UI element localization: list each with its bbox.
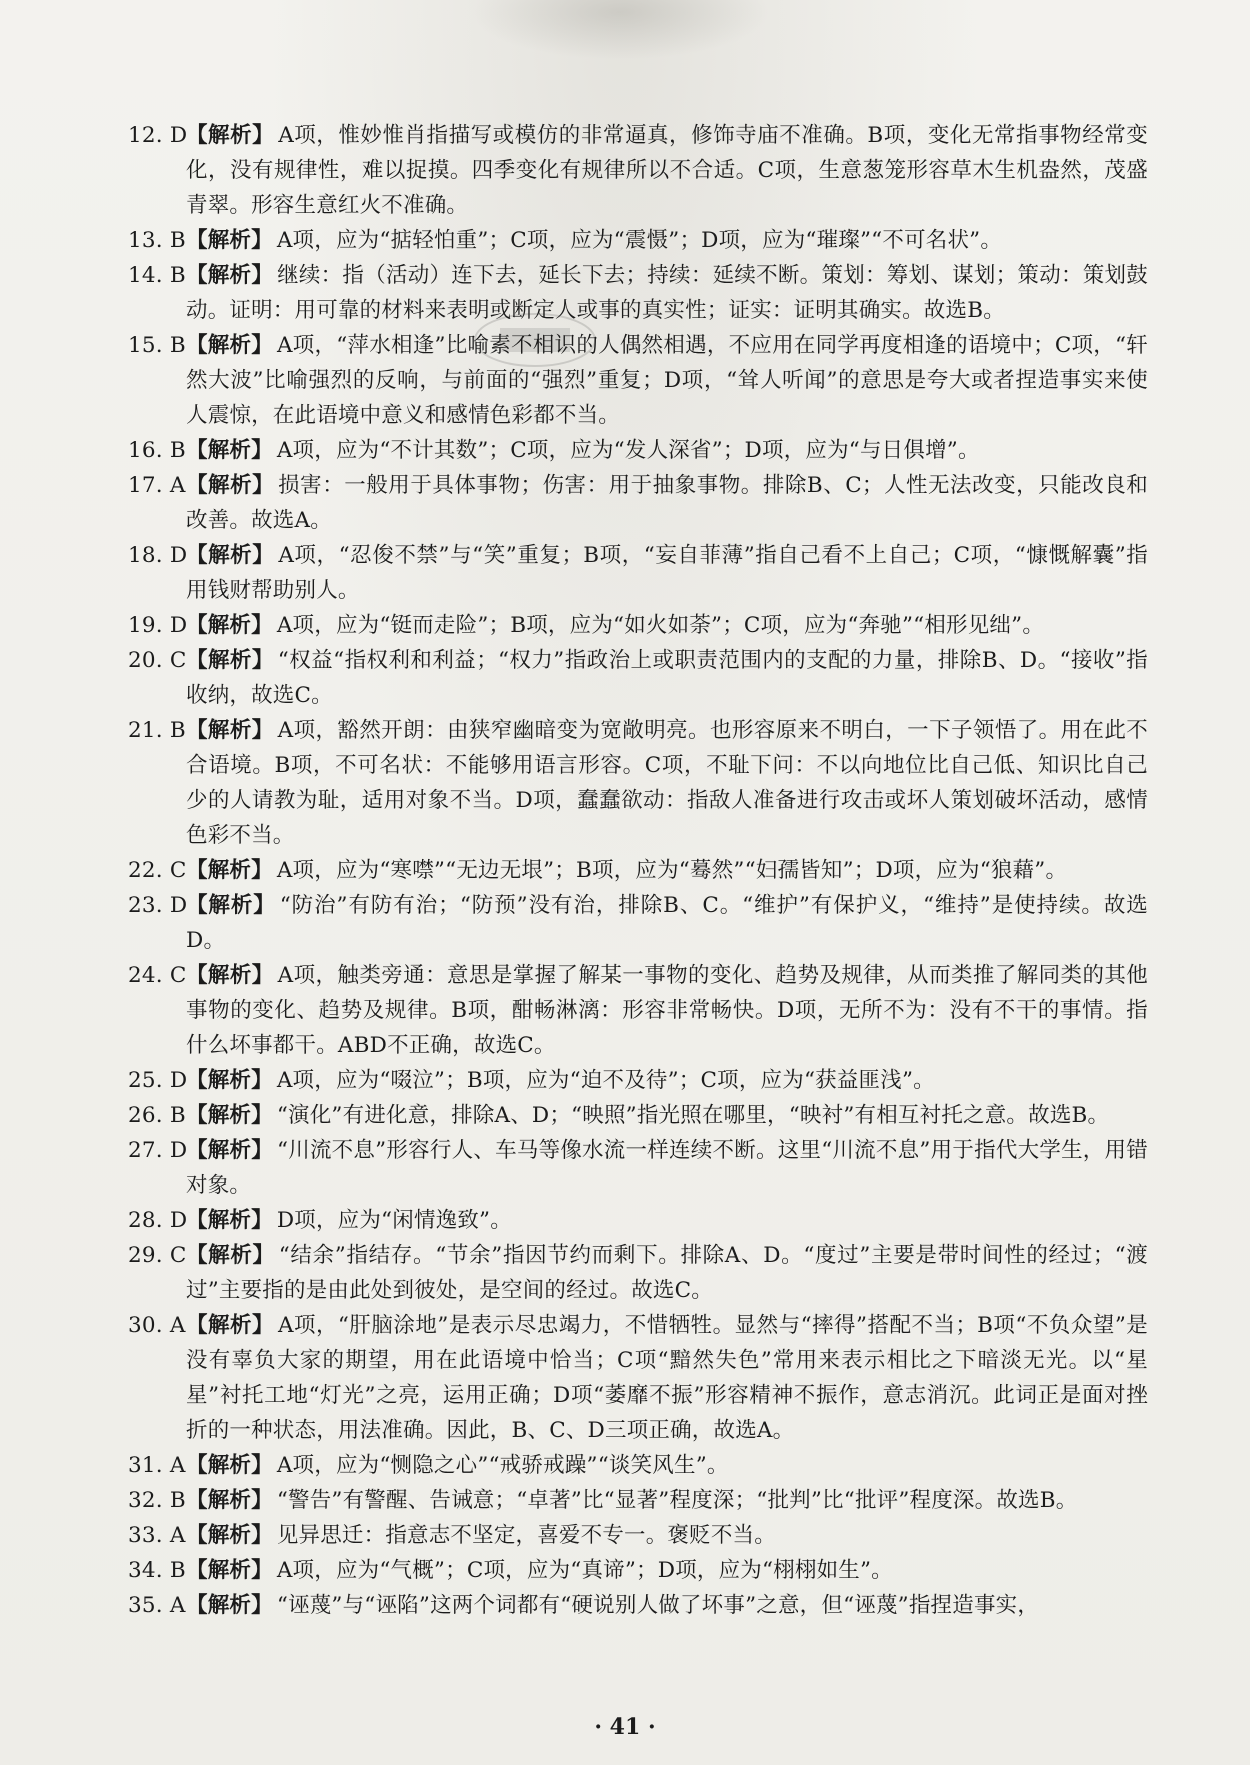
- explanation-item: [128, 608, 1148, 643]
- explanation-body: [186, 1483, 1148, 1518]
- explanation-text: A项，应为“不计其数”；C项，应为“发人深省”；D项，应为“与日俱增”。: [276, 438, 980, 463]
- explanation-body: [186, 958, 1148, 1063]
- answer-explanations: [128, 118, 1148, 1623]
- analysis-tag: 【解析】: [186, 858, 273, 883]
- question-answer: 33. A: [128, 1523, 186, 1548]
- question-answer: 18. D: [128, 543, 188, 568]
- explanation-text: 损害：一般用于具体事物；伤害：用于抽象事物。排除B、C；人性无法改变，只能改良和改善。故选A。: [186, 473, 1148, 533]
- explanation-body: [186, 1448, 1148, 1483]
- page-number: · 41 ·: [594, 1714, 656, 1740]
- question-answer: 13. B: [128, 228, 186, 253]
- explanation-text: 见异思迁：指意志不坚定，喜爱不专一。褒贬不当。: [276, 1523, 776, 1548]
- question-answer: 15. B: [128, 333, 186, 358]
- explanation-item: [128, 538, 1148, 608]
- question-answer: 21. B: [128, 718, 186, 743]
- question-answer: 35. A: [128, 1593, 186, 1618]
- question-answer: 23. D: [128, 893, 188, 918]
- question-answer: 29. C: [128, 1243, 187, 1268]
- question-answer: 19. D: [128, 613, 188, 638]
- analysis-tag: 【解析】: [186, 263, 274, 288]
- question-answer: 30. A: [128, 1313, 186, 1338]
- explanation-body: [186, 1133, 1148, 1203]
- explanation-text: A项，触类旁通：意思是掌握了解某一事物的变化、趋势及规律，从而类推了解同类的其他事物的变化、趋势及规律。B项，酣畅淋漓：形容非常畅快。D项，无所不为：没有不干的事情。指什么坏事都干。ABD不正确，故选C。: [186, 963, 1148, 1058]
- analysis-tag: 【解析】: [186, 1593, 273, 1618]
- explanation-body: [186, 713, 1148, 853]
- explanation-body: [186, 328, 1148, 433]
- explanation-text: A项，豁然开朗：由狭窄幽暗变为宽敞明亮。也形容原来不明白，一下子领悟了。用在此不合语境。B项，不可名状：不能够用语言形容。C项，不耻下问：不以向地位比自己低、知识比自己少的人请教为耻，适用对象不当。D项，蠢蠢欲动：指敌人准备进行攻击或坏人策划破坏活动，感情色彩不当。: [186, 718, 1148, 848]
- question-answer: 27. D: [128, 1138, 188, 1163]
- explanation-item: [128, 1553, 1148, 1588]
- explanation-item: [128, 958, 1148, 1063]
- explanation-text: A项，应为“铤而走险”；B项，应为“如火如荼”；C项，应为“奔驰”“相形见绌”。: [276, 613, 1045, 638]
- explanation-body: [186, 433, 1148, 468]
- question-answer: 32. B: [128, 1488, 186, 1513]
- explanation-body: [186, 1588, 1148, 1623]
- explanation-text: 继续：指（活动）连下去，延长下去；持续：延续不断。策划：筹划、谋划；策动：策划鼓动。证明：用可靠的材料来表明或断定人或事的真实性；证实：证明其确实。故选B。: [186, 263, 1148, 323]
- explanation-text: “诬蔑”与“诬陷”这两个词都有“硬说别人做了坏事”之意，但“诬蔑”指捏造事实，: [276, 1593, 1040, 1618]
- explanation-text: “防治”有防有治；“防预”没有治，排除B、C。“维护”有保护义，“维持”是使持续。故选D。: [186, 893, 1148, 953]
- explanation-text: “结余”指结存。“节余”指因节约而剩下。排除A、D。“度过”主要是带时间性的经过；“渡过”主要指的是由此处到彼处，是空间的经过。故选C。: [186, 1243, 1148, 1303]
- explanation-body: [186, 258, 1148, 328]
- explanation-item: [128, 118, 1148, 223]
- analysis-tag: 【解析】: [186, 228, 273, 253]
- explanation-item: [128, 713, 1148, 853]
- analysis-tag: 【解析】: [186, 1243, 275, 1268]
- analysis-tag: 【解析】: [186, 543, 275, 568]
- analysis-tag: 【解析】: [186, 1068, 273, 1093]
- question-answer: 14. B: [128, 263, 186, 288]
- analysis-tag: 【解析】: [186, 613, 273, 638]
- question-answer: 22. C: [128, 858, 187, 883]
- analysis-tag: 【解析】: [186, 1453, 273, 1478]
- explanation-item: [128, 1308, 1148, 1448]
- explanation-body: [186, 468, 1148, 538]
- explanation-text: “演化”有进化意，排除A、D；“映照”指光照在哪里，“映衬”有相互衬托之意。故选B。: [276, 1103, 1110, 1128]
- explanation-item: [128, 433, 1148, 468]
- analysis-tag: 【解析】: [186, 473, 275, 498]
- explanation-text: A项，应为“气概”；C项，应为“真谛”；D项，应为“栩栩如生”。: [276, 1558, 893, 1583]
- analysis-tag: 【解析】: [186, 123, 275, 148]
- explanation-item: [128, 853, 1148, 888]
- explanation-body: [186, 223, 1148, 258]
- explanation-text: A项，应为“寒噤”“无边无垠”；B项，应为“蓦然”“妇孺皆知”；D项，应为“狼藉”。: [276, 858, 1068, 883]
- question-answer: 25. D: [128, 1068, 188, 1093]
- explanation-item: [128, 1063, 1148, 1098]
- explanation-body: [186, 853, 1148, 888]
- explanation-item: [128, 258, 1148, 328]
- question-answer: 24. C: [128, 963, 187, 988]
- explanation-text: “川流不息”形容行人、车马等像水流一样连续不断。这里“川流不息”用于指代大学生，用错对象。: [186, 1138, 1148, 1198]
- explanation-body: [186, 1553, 1148, 1588]
- explanation-text: A项，应为“恻隐之心”“戒骄戒躁”“谈笑风生”。: [276, 1453, 729, 1478]
- explanation-body: [186, 538, 1148, 608]
- explanation-text: A项，“萍水相逢”比喻素不相识的人偶然相遇，不应用在同学再度相逢的语境中；C项，“轩然大波”比喻强烈的反响，与前面的“强烈”重复；D项，“耸人听闻”的意思是夸大或者捏造事实来使人震惊，在此语境中意义和感情色彩都不当。: [186, 333, 1148, 428]
- explanation-body: [186, 1518, 1148, 1553]
- explanation-body: [186, 608, 1148, 643]
- explanation-text: A项，应为“掂轻怕重”；C项，应为“震慑”；D项，应为“璀璨”“不可名状”。: [276, 228, 1003, 253]
- analysis-tag: 【解析】: [186, 438, 273, 463]
- analysis-tag: 【解析】: [186, 1103, 273, 1128]
- explanation-body: [186, 1308, 1148, 1448]
- analysis-tag: 【解析】: [186, 1523, 273, 1548]
- explanation-body: [186, 643, 1148, 713]
- explanation-item: [128, 1448, 1148, 1483]
- explanation-item: [128, 1518, 1148, 1553]
- explanation-text: A项，惟妙惟肖指描写或模仿的非常逼真，修饰寺庙不准确。B项，变化无常指事物经常变化，没有规律性，难以捉摸。四季变化有规律所以不合适。C项，生意葱笼形容草木生机盎然，茂盛青翠。形容生意红火不准确。: [186, 123, 1148, 218]
- explanation-body: [186, 1063, 1148, 1098]
- explanation-text: A项，应为“啜泣”；B项，应为“迫不及待”；C项，应为“获益匪浅”。: [276, 1068, 935, 1093]
- explanation-body: [186, 1203, 1148, 1238]
- explanation-item: [128, 643, 1148, 713]
- analysis-tag: 【解析】: [186, 648, 274, 673]
- analysis-tag: 【解析】: [186, 333, 274, 358]
- explanation-list: [128, 118, 1148, 1623]
- explanation-item: [128, 1098, 1148, 1133]
- question-answer: 34. B: [128, 1558, 186, 1583]
- analysis-tag: 【解析】: [186, 963, 274, 988]
- explanation-item: [128, 468, 1148, 538]
- analysis-tag: 【解析】: [186, 1488, 273, 1513]
- question-answer: 31. A: [128, 1453, 186, 1478]
- explanation-item: [128, 888, 1148, 958]
- question-answer: 26. B: [128, 1103, 186, 1128]
- explanation-text: A项，“肝脑涂地”是表示尽忠竭力，不惜牺牲。显然与“摔得”搭配不当；B项“不负众望”是没有辜负大家的期望，用在此语境中恰当；C项“黯然失色”常用来表示相比之下暗淡无光。以“星星”衬托工地“灯光”之亮，运用正确；D项“萎靡不振”形容精神不振作，意志消沉。此词正是面对挫折的一种状态，用法准确。因此，B、C、D三项正确，故选A。: [186, 1313, 1148, 1443]
- analysis-tag: 【解析】: [186, 718, 274, 743]
- analysis-tag: 【解析】: [186, 1208, 273, 1233]
- explanation-text: “警告”有警醒、告诫意；“卓著”比“显著”程度深；“批判”比“批评”程度深。故选B。: [276, 1488, 1078, 1513]
- analysis-tag: 【解析】: [186, 1138, 273, 1163]
- question-answer: 28. D: [128, 1208, 188, 1233]
- scan-smudge: [470, 0, 770, 60]
- question-answer: 20. C: [128, 648, 187, 673]
- explanation-item: [128, 328, 1148, 433]
- question-answer: 17. A: [128, 473, 186, 498]
- question-answer: 16. B: [128, 438, 186, 463]
- explanation-item: [128, 223, 1148, 258]
- explanation-text: A项，“忍俊不禁”与“笑”重复；B项，“妄自菲薄”指自己看不上自己；C项，“慷慨解囊”指用钱财帮助别人。: [186, 543, 1148, 603]
- analysis-tag: 【解析】: [186, 893, 276, 918]
- question-answer: 12. D: [128, 123, 188, 148]
- explanation-item: [128, 1203, 1148, 1238]
- explanation-item: [128, 1483, 1148, 1518]
- analysis-tag: 【解析】: [186, 1313, 274, 1338]
- explanation-body: [186, 888, 1148, 958]
- explanation-item: [128, 1238, 1148, 1308]
- explanation-item: [128, 1133, 1148, 1203]
- explanation-text: D项，应为“闲情逸致”。: [276, 1208, 512, 1233]
- analysis-tag: 【解析】: [186, 1558, 273, 1583]
- explanation-item: [128, 1588, 1148, 1623]
- explanation-body: [186, 118, 1148, 223]
- explanation-text: “权益“指权利和利益；“权力”指政治上或职责范围内的支配的力量，排除B、D。“接收”指收纳，故选C。: [186, 648, 1148, 708]
- explanation-body: [186, 1098, 1148, 1133]
- explanation-body: [186, 1238, 1148, 1308]
